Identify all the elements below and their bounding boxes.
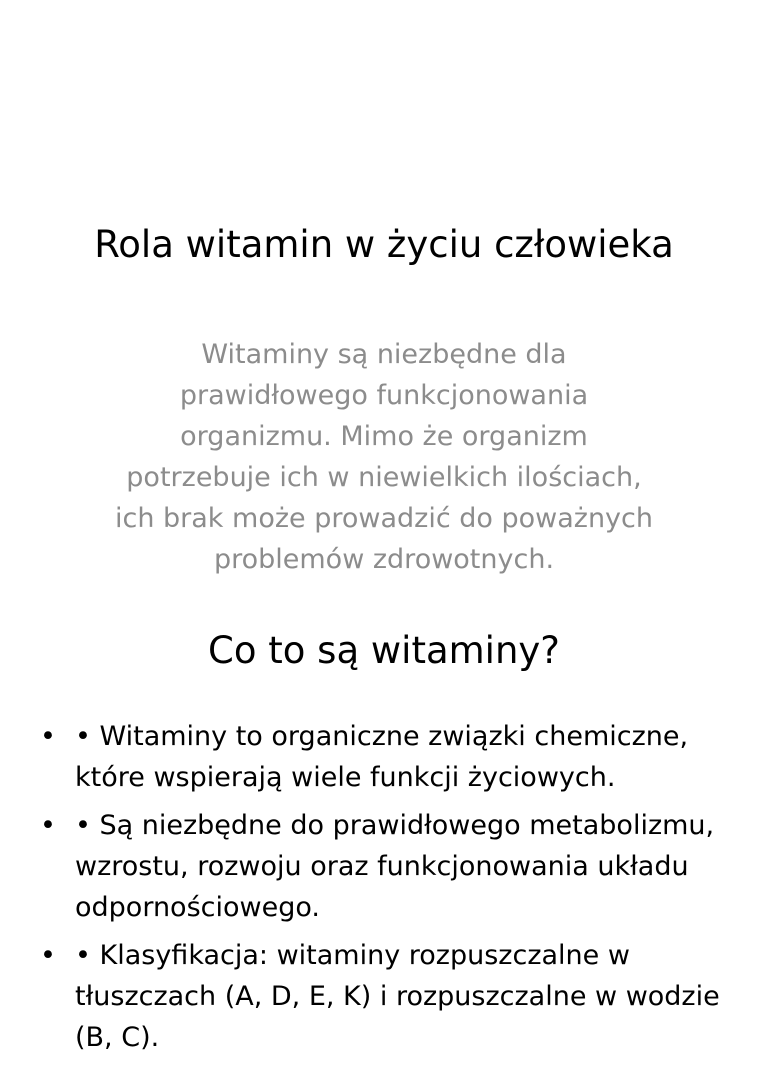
bullet-icon: • [40, 940, 56, 971]
bullet-icon: • [40, 721, 56, 752]
section-title: Co to są witaminy? [208, 629, 560, 672]
bullet-text: • Witaminy to organiczne związki chemiczne, które wspierają wiele funkcji życiowych. [75, 721, 689, 793]
slide-title: Rola witamin w życiu człowieka [94, 223, 674, 266]
list-item [40, 935, 740, 1058]
bullet-text: • Są niezbędne do prawidłowego metabolizmu, wzrostu, rozwoju oraz funkcjonowania układu odpornościowego. [75, 810, 715, 923]
bullet-icon: • [40, 810, 56, 841]
list-item [40, 716, 740, 798]
bullet-list [40, 716, 740, 1065]
list-item [40, 805, 740, 928]
bullet-text: • Klasyfikacja: witaminy rozpuszczalne w tłuszczach (A, D, E, K) i rozpuszczalne w wodzie (B, C). [75, 940, 720, 1053]
slide-subtitle: Witaminy są niezbędne dla prawidłowego funkcjonowania organizmu. Mimo że organizm potrzebuje ich w niewielkich ilościach, ich brak może prowadzić do poważnych problemów zdrowotnych. [114, 339, 653, 575]
